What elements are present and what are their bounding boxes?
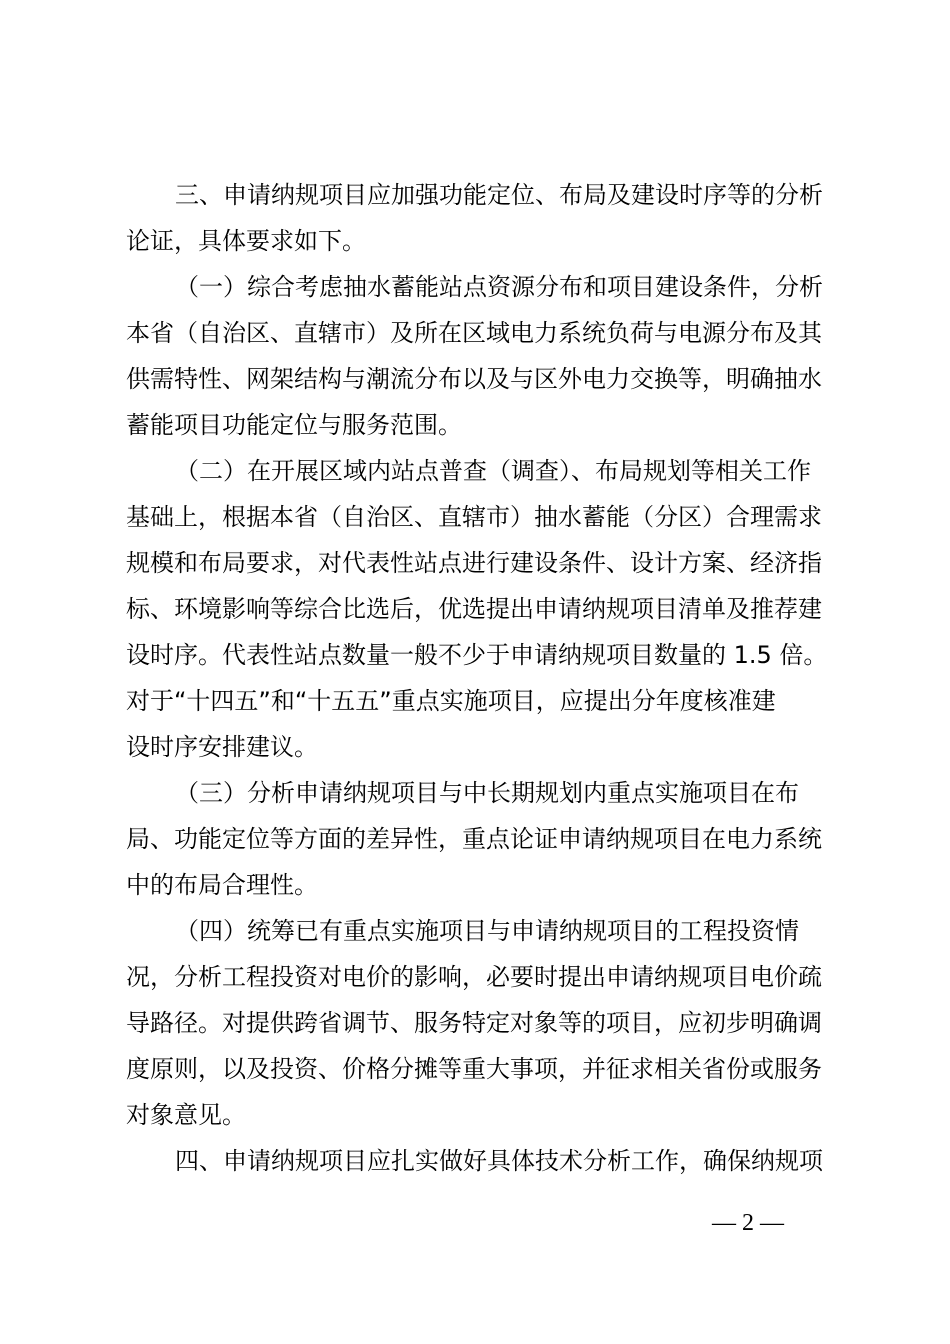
item-2-line-4: 标、环境影响等综合比选后，优选提出申请纳规项目清单及推荐建 <box>126 595 822 623</box>
item-4-line-3: 导路径。对提供跨省调节、服务特定对象等的项目，应初步明确调 <box>126 1009 822 1037</box>
item-1-line-4: 蓄能项目功能定位与服务范围。 <box>126 411 462 439</box>
item-3-line-3: 中的布局合理性。 <box>126 871 318 899</box>
section-3-line-1: 三、申请纳规项目应加强功能定位、布局及建设时序等的分析 <box>175 181 823 209</box>
item-3-line-2: 局、功能定位等方面的差异性，重点论证申请纳规项目在电力系统 <box>126 825 822 853</box>
item-1-line-1: （一）综合考虑抽水蓄能站点资源分布和项目建设条件，分析 <box>175 273 823 301</box>
item-4-line-2: 况，分析工程投资对电价的影响，必要时提出申请纳规项目电价疏 <box>126 963 822 991</box>
item-2-line-2: 基础上，根据本省（自治区、直辖市）抽水蓄能（分区）合理需求 <box>126 503 822 531</box>
item-3-line-1: （三）分析申请纳规项目与中长期规划内重点实施项目在布 <box>175 779 799 807</box>
section-4-line-1: 四、申请纳规项目应扎实做好具体技术分析工作，确保纳规项 <box>175 1147 823 1175</box>
item-2-line-6: 对于“十四五”和“十五五”重点实施项目，应提出分年度核准建 <box>126 687 776 715</box>
page-number: — 2 — <box>712 1210 784 1236</box>
item-2-line-7: 设时序安排建议。 <box>126 733 318 761</box>
item-1-line-2: 本省（自治区、直辖市）及所在区域电力系统负荷与电源分布及其 <box>126 319 822 347</box>
item-4-line-5: 对象意见。 <box>126 1101 246 1129</box>
item-1-line-3: 供需特性、网架结构与潮流分布以及与区外电力交换等，明确抽水 <box>126 365 822 393</box>
item-4-line-1: （四）统筹已有重点实施项目与申请纳规项目的工程投资情 <box>175 917 799 945</box>
item-2-line-3: 规模和布局要求，对代表性站点进行建设条件、设计方案、经济指 <box>126 549 822 577</box>
section-3-line-2: 论证，具体要求如下。 <box>126 227 366 255</box>
item-4-line-4: 度原则，以及投资、价格分摊等重大事项，并征求相关省份或服务 <box>126 1055 822 1083</box>
item-2-line-5: 设时序。代表性站点数量一般不少于申请纳规项目数量的 1.5 倍。 <box>126 641 828 669</box>
item-2-line-1: （二）在开展区域内站点普查（调查）、布局规划等相关工作 <box>175 457 811 485</box>
